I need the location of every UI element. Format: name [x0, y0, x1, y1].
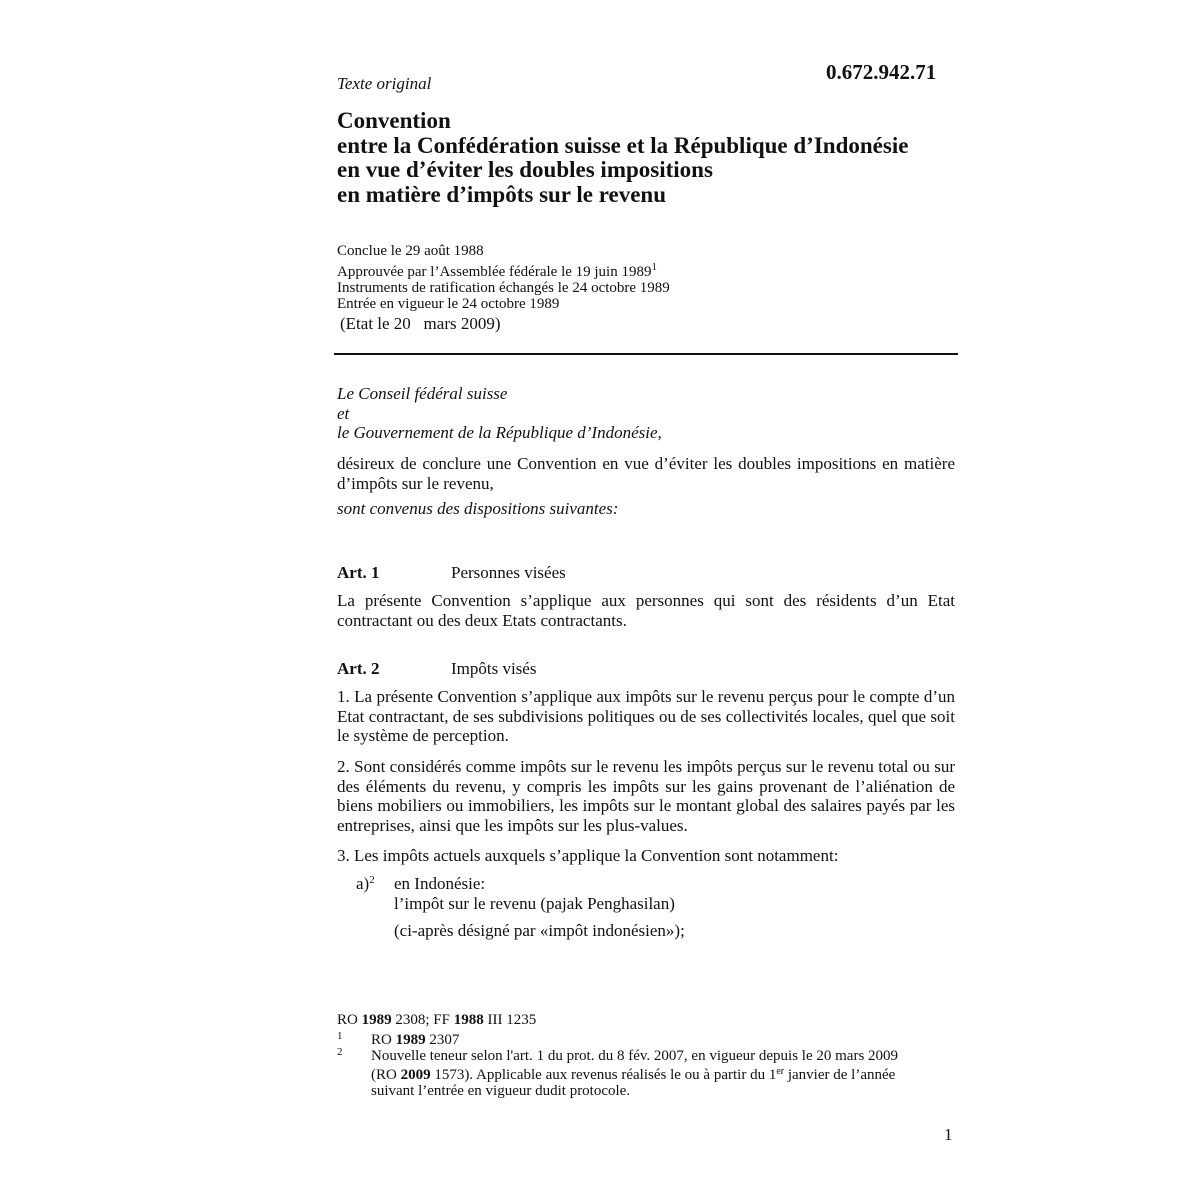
preamble-convenus: sont convenus des dispositions suivantes: [337, 499, 619, 518]
date-approuvee [337, 259, 670, 280]
sr-number: 0.672.942.71 [826, 60, 937, 84]
fn2-sup: er [776, 1066, 785, 1077]
footnote-line [371, 1064, 898, 1083]
article-title: Impôts visés [451, 659, 537, 678]
article-paragraph: 3. Les impôts actuels auxquels s’applique la Convention sont notamment: [337, 846, 839, 865]
fn2-part: 1573). Applicable aux revenus réalisés le ou à partir du 1 [430, 1067, 777, 1083]
footnote-line: Nouvelle teneur selon l'art. 1 du prot. du 8 fév. 2007, en vigueur depuis le 20 mars 2009 [371, 1048, 899, 1064]
fn2-part: janvier de l’année [784, 1067, 896, 1083]
texte-original-label: Texte original [337, 74, 432, 93]
ro-suffix: III 1235 [483, 1012, 537, 1028]
fn1-suffix: 2307 [425, 1032, 460, 1048]
article-number: Art. 1 [337, 563, 380, 582]
fn1-year: 1989 [395, 1032, 426, 1048]
footnote-ref[interactable]: 1 [651, 261, 657, 273]
ro-mid: 2308; FF [391, 1012, 454, 1028]
date-entree: Entrée en vigueur le 24 octobre 1989 [337, 296, 560, 312]
footnote-number: 1 [337, 1030, 343, 1042]
title-line: en matière d’impôts sur le revenu [337, 181, 666, 207]
footnote-text [371, 1048, 898, 1099]
ro-prefix: RO [337, 1012, 362, 1028]
date-instruments: Instruments de ratification échangés le 24 octobre 1989 [337, 280, 670, 296]
list-item-line: l’impôt sur le revenu (pajak Penghasilan) [394, 893, 675, 913]
article-paragraph: 1. La présente Convention s’applique aux impôts sur le revenu perçus pour le compte d’un Etat contractant, de ses subdivisions politiques ou de ses collectivités locales, quel que soit le système de perception. [337, 687, 955, 745]
page-number: 1 [944, 1125, 953, 1144]
dates-block [337, 243, 670, 312]
etat-date: (Etat le 20 mars 2009) [340, 314, 501, 333]
preamble-parties [337, 384, 662, 443]
party-line: Le Conseil fédéral suisse [337, 384, 508, 403]
ro-reference [337, 1012, 536, 1029]
list-item-note: (ci-après désigné par «impôt indonésien»); [394, 921, 685, 940]
horizontal-rule [334, 353, 958, 355]
date-conclue: Conclue le 29 août 1988 [337, 243, 484, 259]
list-item-label [356, 874, 375, 894]
fn2-part: (RO [371, 1067, 401, 1083]
list-item-text [394, 874, 675, 913]
footnote-line: suivant l’entrée en vigueur dudit protocole. [371, 1083, 631, 1099]
footnote-text [371, 1032, 459, 1049]
list-item-letter: a) [356, 874, 370, 893]
fn2-year: 2009 [400, 1067, 431, 1083]
article-number: Art. 2 [337, 659, 380, 678]
article-heading [337, 563, 566, 583]
title-line: en vue d’éviter les doubles impositions [337, 157, 713, 182]
document-title [337, 109, 908, 207]
footnote-ref[interactable]: 2 [369, 874, 375, 886]
fn1-prefix: RO [371, 1032, 396, 1048]
list-item-line: en Indonésie: [394, 874, 486, 893]
article-paragraph: La présente Convention s’applique aux personnes qui sont des résidents d’un Etat contractant ou des deux Etats contractants. [337, 591, 955, 630]
article-title: Personnes visées [451, 563, 566, 582]
party-line: le Gouvernement de la République d’Indonésie, [337, 423, 662, 442]
date-approuvee-text: Approuvée par l’Assemblée fédérale le 19 juin 1989 [337, 264, 652, 280]
article-paragraph: 2. Sont considérés comme impôts sur le revenu les impôts perçus sur le revenu total ou sur des éléments du revenu, y compris les impôts sur les gains provenant de l’aliénation de biens mobiliers ou immobiliers, les impôts sur le montant global des salaires payés par les entreprises, ainsi que les impôts sur les plus-values. [337, 757, 955, 835]
preamble-desireux: désireux de conclure une Convention en vue d’éviter les doubles impositions en matière d’impôts sur le revenu, [337, 454, 955, 493]
ro-year: 1989 [361, 1012, 392, 1028]
ff-year: 1988 [453, 1012, 484, 1028]
title-line: entre la Confédération suisse et la République d’Indonésie [337, 132, 909, 158]
footnote-number: 2 [337, 1046, 343, 1058]
article-heading [337, 659, 536, 679]
title-line: Convention [337, 108, 451, 133]
party-line: et [337, 403, 350, 423]
